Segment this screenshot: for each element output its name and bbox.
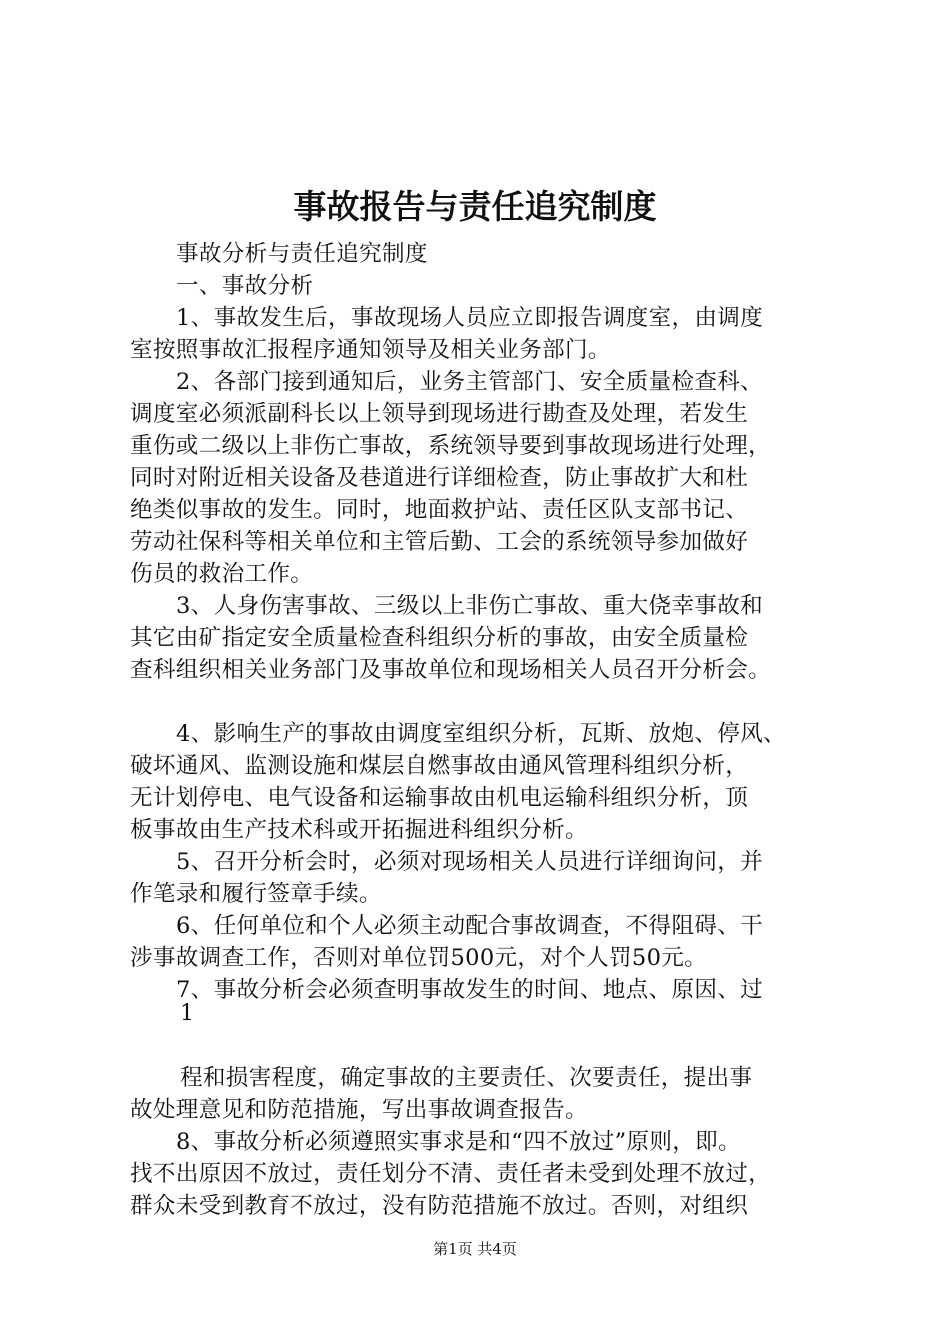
inline-page-number: 1: [180, 1001, 194, 1026]
paragraph-line: 5、召开分析会时，必须对现场相关人员进行详细询问，并: [176, 849, 764, 875]
paragraph-line: 涉事故调查工作，否则对单位罚500元，对个人罚50元。: [130, 945, 708, 971]
paragraph-line: 作笔录和履行签章手续。: [130, 881, 382, 907]
paragraph-line: 查科组织相关业务部门及事故单位和现场相关人员召开分析会。: [130, 657, 772, 683]
paragraph-line: 劳动社保科等相关单位和主管后勤、工会的系统领导参加做好: [130, 529, 749, 555]
document-title: 事故报告与责任追究制度: [293, 187, 657, 226]
paragraph-line: 8、事故分析必须遵照实事求是和“四不放过”原则，即。: [176, 1129, 741, 1155]
paragraph-line: 同时对附近相关设备及巷道进行详细检查，防止事故扩大和杜: [130, 465, 749, 491]
subtitle-line: 事故分析与责任追究制度: [176, 241, 428, 267]
paragraph-line: 2、各部门接到通知后，业务主管部门、安全质量检查科、: [176, 369, 764, 395]
paragraph-line: 找不出原因不放过，责任划分不清、责任者未受到处理不放过，: [130, 1161, 772, 1187]
paragraph-line: 破坏通风、监测设施和煤层自燃事故由通风管理科组织分析，: [130, 753, 749, 779]
paragraph-line: 室按照事故汇报程序通知领导及相关业务部门。: [130, 337, 611, 363]
paragraph-line: 调度室必须派副科长以上领导到现场进行勘查及处理，若发生: [130, 401, 749, 427]
paragraph-line: 无计划停电、电气设备和运输事故由机电运输科组织分析，顶: [130, 785, 749, 811]
paragraph-line: 7、事故分析会必须查明事故发生的时间、地点、原因、过: [176, 977, 764, 1003]
page-footer: 第1页 共4页: [433, 1240, 517, 1258]
paragraph-line: 重伤或二级以上非伤亡事故，系统领导要到事故现场进行处理，: [130, 433, 772, 459]
paragraph-line: 其它由矿指定安全质量检查科组织分析的事故，由安全质量检: [130, 625, 749, 651]
paragraph-line: 故处理意见和防范措施，写出事故调查报告。: [130, 1097, 588, 1123]
paragraph-line: 3、人身伤害事故、三级以上非伤亡事故、重大侥幸事故和: [176, 593, 764, 619]
paragraph-line: 伤员的救治工作。: [130, 561, 314, 587]
paragraph-line: 4、影响生产的事故由调度室组织分析，瓦斯、放炮、停风、: [176, 721, 786, 747]
section-heading: 一、事故分析: [176, 273, 314, 299]
paragraph-line: 绝类似事故的发生。同时，地面救护站、责任区队支部书记、: [130, 497, 749, 523]
paragraph-line: 群众未受到教育不放过，没有防范措施不放过。否则，对组织: [130, 1193, 749, 1219]
paragraph-line: 1、事故发生后，事故现场人员应立即报告调度室，由调度: [176, 305, 764, 331]
paragraph-line: 程和损害程度，确定事故的主要责任、次要责任，提出事: [180, 1065, 753, 1091]
paragraph-line: 板事故由生产技术科或开拓掘进科组织分析。: [130, 817, 588, 843]
paragraph-line: 6、任何单位和个人必须主动配合事故调查，不得阻碍、干: [176, 913, 764, 939]
